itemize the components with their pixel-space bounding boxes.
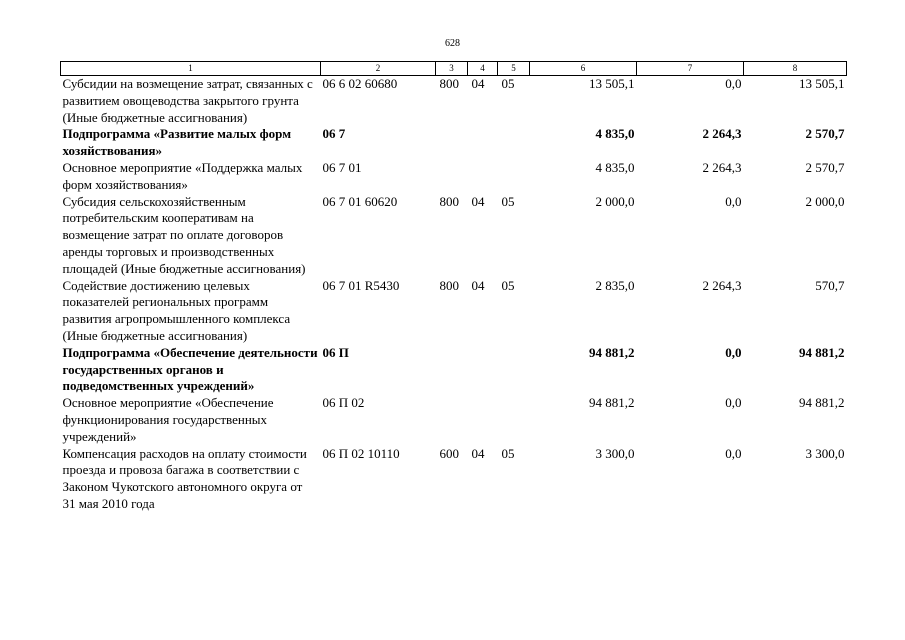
- budget-table: [60, 61, 847, 513]
- row-value-6: 2 000,0: [595, 193, 635, 209]
- row-value-6: 3 300,0: [595, 445, 635, 461]
- row-code: 06 П 02 10110: [322, 445, 400, 461]
- row-code: 06 7 01 R5430: [322, 277, 400, 293]
- page-number: 628: [445, 38, 460, 49]
- column-header: 7: [637, 62, 744, 76]
- column-header: 1: [61, 62, 321, 76]
- row-col5: [498, 160, 530, 194]
- row-value-7: 0,0: [725, 395, 742, 411]
- row-col3: 600: [439, 445, 459, 461]
- row-col3: 800: [439, 193, 459, 209]
- table-row: [61, 76, 847, 127]
- row-value-7: 2 264,3: [702, 159, 742, 175]
- row-name: Компенсация расходов на оплату стоимости проезда и провоза багажа в соответствии с Законом Чукотского автономного округа от 31 мая 2010 года: [62, 445, 307, 511]
- table-row: [61, 194, 847, 278]
- row-code: 06 7 01: [322, 159, 362, 175]
- column-header: 2: [321, 62, 436, 76]
- row-col5: 05: [501, 445, 515, 461]
- row-col3: 800: [439, 76, 459, 91]
- row-value-6: 94 881,2: [589, 395, 635, 411]
- row-col3: [436, 126, 468, 160]
- row-col3: 800: [439, 277, 459, 293]
- table-row: [61, 345, 847, 395]
- row-col3: [436, 160, 468, 194]
- row-col5: 05: [501, 76, 515, 91]
- row-value-7: 0,0: [725, 193, 742, 209]
- table-row: [61, 395, 847, 445]
- row-col5: [498, 395, 530, 445]
- row-value-7: 2 264,3: [702, 126, 742, 142]
- row-col4: [468, 395, 498, 445]
- row-col5: [498, 126, 530, 160]
- table-row: [61, 278, 847, 345]
- row-col4: [468, 345, 498, 395]
- row-name: Подпрограмма «Обеспечение деятельности государственных органов и подведомственных учреждений»: [62, 344, 318, 394]
- row-value-8: 2 000,0: [805, 193, 845, 209]
- row-value-7: 2 264,3: [702, 277, 742, 293]
- row-code: 06 П: [322, 344, 349, 360]
- row-value-6: 13 505,1: [589, 76, 635, 91]
- row-col3: [436, 345, 468, 395]
- row-value-8: 13 505,1: [799, 76, 845, 91]
- row-value-8: 2 570,7: [805, 126, 845, 142]
- row-col4: 04: [471, 76, 485, 91]
- row-name: Основное мероприятие «Поддержка малых форм хозяйствования»: [62, 159, 303, 192]
- column-header: 3: [436, 62, 468, 76]
- row-code: 06 П 02: [322, 395, 365, 411]
- table-row: [61, 160, 847, 194]
- row-name: Основное мероприятие «Обеспечение функционирования государственных учреждений»: [62, 395, 274, 444]
- row-value-7: 0,0: [725, 76, 742, 91]
- table-row: [61, 446, 847, 513]
- row-value-8: 94 881,2: [799, 395, 845, 411]
- row-value-6: 2 835,0: [595, 277, 635, 293]
- row-value-8: 570,7: [815, 277, 845, 293]
- row-code: 06 7: [322, 126, 346, 142]
- row-col5: 05: [501, 193, 515, 209]
- row-value-8: 3 300,0: [805, 445, 845, 461]
- row-value-7: 0,0: [725, 344, 742, 360]
- row-name: Субсидия сельскохозяйственным потребительским кооперативам на возмещение затрат по оплате договоров аренды торговых и производственных площадей (Иные бюджетные ассигнования): [62, 193, 306, 276]
- column-header: 5: [498, 62, 530, 76]
- row-name: Содействие достижению целевых показателей региональных программ развития агропромышленного комплекса (Иные бюджетные ассигнования): [62, 277, 291, 343]
- row-col4: 04: [471, 277, 485, 293]
- column-header: 4: [468, 62, 498, 76]
- row-col5: 05: [501, 277, 515, 293]
- table-row: [61, 126, 847, 160]
- column-header: 8: [744, 62, 847, 76]
- row-col5: [498, 345, 530, 395]
- row-col3: [436, 395, 468, 445]
- row-name: Подпрограмма «Развитие малых форм хозяйствования»: [62, 126, 292, 159]
- row-col4: [468, 126, 498, 160]
- column-header: 6: [530, 62, 637, 76]
- row-code: 06 6 02 60680: [322, 76, 398, 91]
- row-value-8: 94 881,2: [799, 344, 845, 360]
- column-header-row: [61, 62, 847, 76]
- row-col4: [468, 160, 498, 194]
- row-name: Субсидии на возмещение затрат, связанных с развитием овощеводства закрытого грунта (Иные бюджетные ассигнования): [62, 76, 313, 125]
- row-value-6: 94 881,2: [589, 344, 635, 360]
- row-value-6: 4 835,0: [595, 159, 635, 175]
- row-value-6: 4 835,0: [595, 126, 635, 142]
- row-code: 06 7 01 60620: [322, 193, 398, 209]
- row-value-7: 0,0: [725, 445, 742, 461]
- row-col4: 04: [471, 445, 485, 461]
- row-value-8: 2 570,7: [805, 159, 845, 175]
- row-col4: 04: [471, 193, 485, 209]
